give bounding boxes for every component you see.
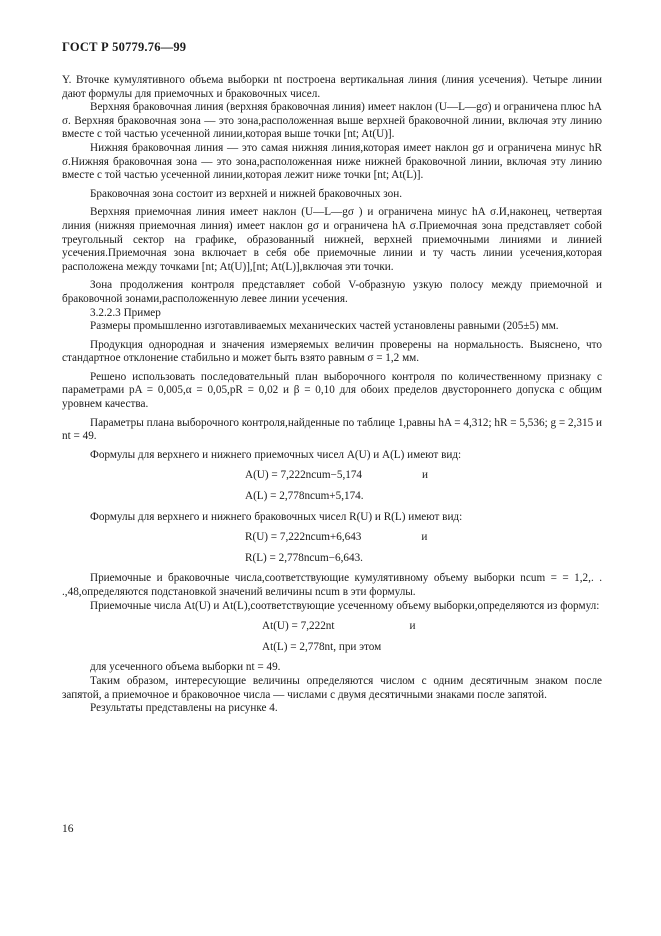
paragraph: Верхняя приемочная линия имеет наклон (U—L—gσ ) и ограничена минус hA σ.И,наконец, четвертая линия (нижняя приемочная линия) имеет наклон gσ и ограничена hA σ.Приемочная зона представляет собой треугольный сектор на графике, образованный нижней, верхней приемочными линиями и линией усечения.Приемочная зона включает в себя обе приемочные линии и ту часть линии усечения,которая расположена между точками [nt; At(U)],[nt; At(L)],включая эти точки.: [62, 206, 602, 273]
formula: At(L) = 2,778nt, при этом: [262, 640, 382, 653]
paragraph: Формулы для верхнего и нижнего браковочных чисел R(U) и R(L) имеют вид:: [90, 510, 463, 523]
formula: R(L) = 2,778ncum−6,643.: [245, 551, 363, 564]
paragraph: Формулы для верхнего и нижнего приемочных чисел A(U) и A(L) имеют вид:: [90, 448, 462, 461]
paragraph: Нижняя браковочная линия — это самая нижняя линия,которая имеет наклон gσ и ограничена минус hR σ.Нижняя браковочная зона — это зона,расположенная ниже нижней браковочной линии, включая эту линию вместе с той частью усеченной линии,которая лежит ниже точки [nt; At(L)].: [62, 141, 602, 182]
formula-text: At(U) = 7,222nt: [262, 620, 335, 633]
paragraph: Приемочные и браковочные числа,соответствующие кумулятивному объему выборки ncum = = 1,2,. . .,48,определяются подстановкой значений величины ncum в эти формулы.: [62, 572, 602, 598]
formula-connector: и: [422, 469, 429, 482]
paragraph: Приемочные числа At(U) и At(L),соответствующие усеченному объему выборки,определяются из формул:: [90, 599, 600, 612]
formula: [62, 469, 602, 483]
document-body: [62, 74, 602, 716]
paragraph: Таким образом, интересующие величины определяются числом с одним десятичным знаком после запятой, а приемочное и браковочное числа — числами с двумя десятичными знаками после запятой.: [62, 674, 602, 701]
paragraph: Верхняя браковочная линия (верхняя браковочная линия) имеет наклон (U—L—gσ) и ограничена плюс hA σ. Верхняя браковочная зона — это зона,расположенная выше верхней браковочной линии, включая эту линию вместе с той частью усеченной линии,которая выше точки [nt; At(U)].: [62, 101, 602, 141]
paragraph: Результаты представлены на рисунке 4.: [90, 702, 278, 715]
page-number: 16: [62, 823, 74, 835]
formula-connector: и: [421, 531, 428, 544]
formula-connector: и: [409, 620, 416, 633]
section-heading: 3.2.2.3 Пример: [90, 306, 161, 319]
paragraph: Браковочная зона состоит из верхней и нижней браковочных зон.: [90, 187, 402, 200]
document-header: ГОСТ Р 50779.76—99: [62, 40, 187, 54]
paragraph: Продукция однородная и значения измеряемых величин проверены на нормальность. Выяснено, что стандартное отклонение стабильно и может быть взято равным σ = 1,2 мм.: [62, 338, 602, 365]
paragraph: Размеры промышленно изготавливаемых механических частей установлены равными (205±5) мм.: [90, 320, 559, 333]
paragraph: Параметры плана выборочного контроля,найденные по таблице 1,равны hA = 4,312; hR = 5,536; g = 2,315 и nt = 49.: [62, 416, 602, 443]
formula: [62, 620, 602, 634]
paragraph: Решено использовать последовательный план выборочного контроля по количественному признаку с параметрами pA = 0,005,α = 0,05,pR = 0,02 и β = 0,10 для обоих пределов двустороннего допуска с общим уровнем качества.: [62, 370, 602, 411]
formula-text: R(U) = 7,222ncum+6,643: [245, 531, 362, 544]
formula-text: A(U) = 7,222ncum−5,174: [245, 469, 363, 482]
paragraph: Y. Вточке кумулятивного объема выборки nt построена вертикальная линия (линия усечения). Четыре линии дают формулы для приемочных и браковочных чисел.: [62, 74, 602, 100]
paragraph: для усеченного объема выборки nt = 49.: [90, 661, 281, 674]
formula: A(L) = 2,778ncum+5,174.: [245, 490, 364, 503]
paragraph: Зона продолжения контроля представляет собой V-образную узкую полосу между приемочной и браковочной зонами,расположенную левее линии усечения.: [62, 279, 602, 305]
formula: [62, 531, 602, 545]
